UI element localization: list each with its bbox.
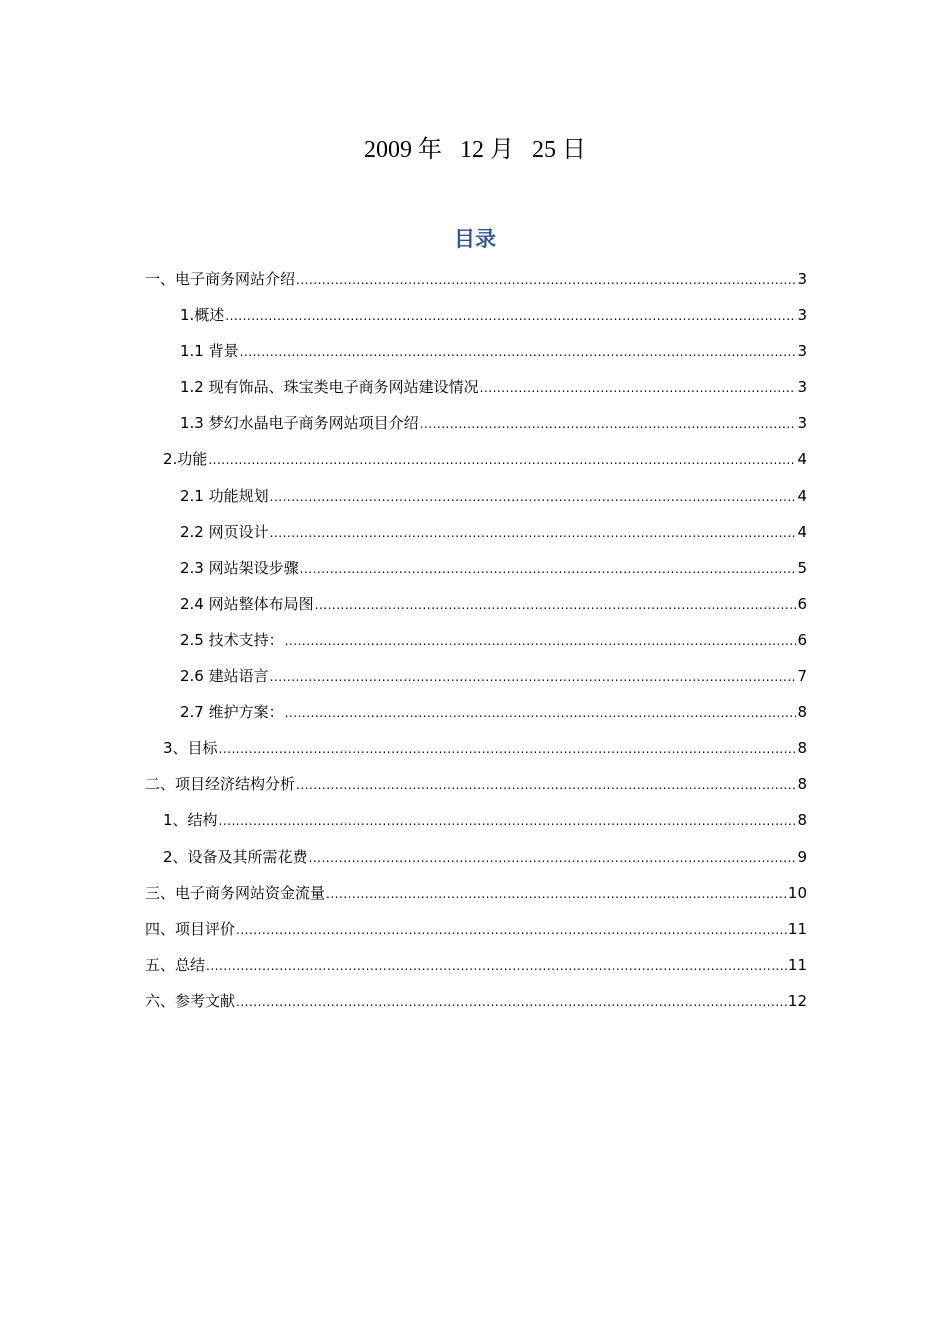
toc-entry-page: 10 — [787, 883, 807, 902]
toc-entry-page: 8 — [797, 739, 807, 758]
toc-entry-7[interactable] — [145, 485, 807, 521]
toc-entry-label: 2.2 网页设计 — [180, 522, 269, 541]
toc-entry-9[interactable] — [145, 557, 807, 593]
toc-entry-page: 12 — [787, 991, 807, 1010]
toc-entry-page: 9 — [797, 847, 807, 866]
toc-leader — [296, 269, 796, 291]
toc-entry-page: 4 — [797, 522, 807, 541]
toc-entry-19[interactable] — [145, 918, 807, 954]
toc-entry-label: 2.1 功能规划 — [180, 486, 269, 505]
toc-leader — [208, 449, 796, 471]
toc-entry-21[interactable] — [145, 990, 807, 1026]
toc-leader — [206, 955, 787, 977]
toc-entry-label: 2.5 技术支持： — [180, 630, 284, 649]
toc-entry-label: 2.6 建站语言 — [180, 667, 269, 686]
toc-entry-label: 2.功能 — [163, 450, 208, 469]
toc-entry-label: 六、参考文献 — [145, 991, 236, 1010]
toc-leader — [270, 666, 797, 688]
toc-entry-3[interactable] — [145, 340, 807, 376]
toc-leader — [300, 558, 797, 580]
toc-entry-page: 4 — [797, 450, 807, 469]
toc-entry-6[interactable] — [145, 448, 807, 484]
toc-entry-label: 一、电子商务网站介绍 — [145, 270, 296, 288]
toc-entry-page: 8 — [797, 811, 807, 830]
toc-entry-15[interactable] — [145, 773, 807, 809]
toc-entry-label: 2.4 网站整体布局图 — [180, 594, 314, 613]
toc-entry-2[interactable] — [145, 304, 807, 340]
toc-entry-18[interactable] — [145, 882, 807, 918]
toc-leader — [296, 774, 796, 796]
toc-leader — [480, 377, 797, 399]
toc-entry-page: 11 — [787, 919, 807, 938]
toc-entry-17[interactable] — [145, 846, 807, 882]
toc-entry-page: 3 — [797, 342, 807, 361]
toc-entry-label: 2.7 维护方案： — [180, 703, 284, 722]
toc-leader — [270, 486, 797, 508]
toc-entry-label: 1.3 梦幻水晶电子商务网站项目介绍 — [180, 414, 419, 433]
toc-leader — [285, 702, 797, 724]
toc-leader — [420, 413, 797, 435]
toc-leader — [270, 522, 797, 544]
toc-entry-page: 3 — [797, 306, 807, 325]
toc-entry-label: 1、结构 — [163, 811, 218, 830]
toc-entry-12[interactable] — [145, 665, 807, 701]
toc-leader — [315, 594, 797, 616]
toc-title: 目录 — [454, 227, 496, 251]
toc-leader — [236, 919, 787, 941]
toc-entry-page: 8 — [797, 703, 807, 722]
toc-leader — [236, 991, 787, 1013]
toc-entry-page: 6 — [797, 594, 807, 613]
toc-entry-13[interactable] — [145, 701, 807, 737]
toc-leader — [240, 341, 797, 363]
toc-entry-10[interactable] — [145, 593, 807, 629]
toc-entry-page: 11 — [787, 955, 807, 974]
toc-entry-1[interactable] — [145, 268, 807, 304]
toc-entry-11[interactable] — [145, 629, 807, 665]
document-date: 2009 年 12 月 25 日 — [364, 137, 586, 163]
toc-entry-8[interactable] — [145, 521, 807, 557]
toc-entry-page: 6 — [797, 630, 807, 649]
toc-leader — [309, 847, 797, 869]
toc-entry-label: 五、总结 — [145, 955, 206, 974]
toc-entry-4[interactable] — [145, 376, 807, 412]
toc-leader — [225, 305, 796, 327]
toc-entry-label: 1.1 背景 — [180, 342, 239, 361]
toc-entry-label: 2、设备及其所需花费 — [163, 847, 308, 866]
toc-entry-label: 2.3 网站架设步骤 — [180, 558, 299, 577]
toc-entry-label: 1.概述 — [180, 306, 225, 325]
toc-entry-page: 3 — [797, 378, 807, 397]
toc-entry-label: 3、目标 — [163, 739, 218, 758]
toc-leader — [219, 810, 797, 832]
toc-entry-label: 三、电子商务网站资金流量 — [145, 883, 326, 902]
toc-entry-label: 1.2 现有饰品、珠宝类电子商务网站建设情况 — [180, 378, 479, 397]
toc-entry-page: 8 — [797, 775, 807, 794]
toc-entry-20[interactable] — [145, 954, 807, 990]
table-of-contents — [145, 268, 807, 1026]
toc-entry-page: 5 — [797, 558, 807, 577]
toc-leader — [326, 883, 787, 905]
toc-entry-14[interactable] — [145, 737, 807, 773]
toc-entry-page: 3 — [797, 414, 807, 433]
toc-entry-16[interactable] — [145, 809, 807, 845]
toc-entry-page: 3 — [797, 270, 807, 288]
toc-entry-page: 4 — [797, 486, 807, 505]
toc-leader — [219, 738, 797, 760]
toc-leader — [285, 630, 797, 652]
toc-entry-label: 四、项目评价 — [145, 919, 236, 938]
toc-entry-page: 7 — [797, 667, 807, 686]
toc-entry-5[interactable] — [145, 412, 807, 448]
toc-entry-label: 二、项目经济结构分析 — [145, 775, 296, 794]
